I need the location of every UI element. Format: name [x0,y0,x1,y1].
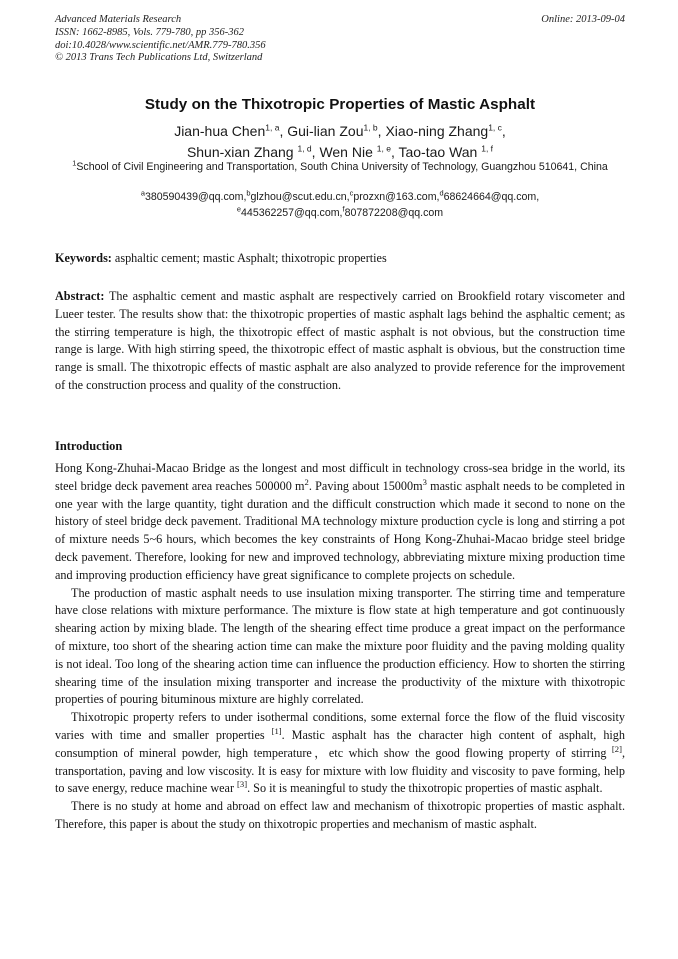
author-line-1 [55,121,625,142]
author-name: Shun-xian Zhang [186,144,294,160]
email-marker: f [342,204,345,214]
journal-name: Advanced Materials Research [55,14,182,25]
page-title [55,95,625,114]
copyright-line: © 2013 Trans Tech Publications Ltd, Switzerland [55,52,263,64]
issn-line: ISSN: 1662-8985, Vols. 779-780, pp 356-362 [55,26,244,38]
email-address[interactable]: prozxn@163.com, [353,191,440,203]
paragraph-text: . So it is meaningful to study the thixotropic properties of mastic asphalt. [247,781,603,796]
abstract-label: Abstract: [55,289,105,303]
affiliation-marker: 1 [72,158,77,168]
paragraph: There is no study at home and abroad on effect law and mechanism of thixotropic properties of mastic asphalt. Therefore, this paper is about the study on thixotropic properties and mechanism of mastic asphalt. [55,799,625,831]
author-affil-marker: 1, b [363,122,378,133]
title-text-bold: Mastic Asphalt [427,96,536,113]
email-address[interactable]: 807872208@qq.com [344,207,444,219]
email-address[interactable]: glzhou@scut.edu.cn, [250,191,350,203]
author-name: Xiao-ning Zhang [385,123,489,139]
online-date: Online: 2013-09-04 [541,14,625,25]
author-affil-marker: 1, a [265,122,280,133]
email-address[interactable]: 445362257@qq.com, [241,207,343,219]
keywords-block [55,250,625,268]
email-line-2 [42,205,638,221]
author-affil-marker: 1, c [488,122,502,133]
section-heading-introduction: Introduction [55,439,123,453]
email-address[interactable]: 380590439@qq.com, [144,191,247,203]
paragraph-text: mastic asphalt needs to be completed in one year with the large quantity, tight duration and the difficult construction which made it second to none on the history of steel bridge deck pavement. Traditional MA technology mixture production cycle is long and stirring a pot of mixture needs 5~6 hours, which becomes the key constraints of Hong Kong-Zhuhai-Macao bridge steel bridge deck pavement. Therefore, looking for new and improved technology, abbreviating mixture mixing production time and improving production efficiency have great significance to complete projects on schedule. [55,478,625,582]
email-marker: b [246,188,251,198]
author-name: Gui-lian Zou [287,123,364,139]
paragraph [55,460,625,585]
superscript-exponent: 3 [422,476,427,487]
paragraph: The production of mastic asphalt needs to use insulation mixing transporter. The stirring time and temperature have close relations with mixture performance. The mixture is flow state at high temperature and got continuously shearing action by mixing blade. The length of the shearing effect time produce a great impact on the performance of mixture, too short of the shearing action time can make the mixture poor fluidity and the paving molding quality is not ideal. Too long of the shearing action time can influence the production efficiency. How to shorten the stirring shearing time of the insulation mixing transporter and increase the productivity of the mixture with thixotropic properties of pouring bituminous mixture are highly correlated. [55,585,625,707]
author-name: Jian-hua Chen [174,123,266,139]
keywords-label: Keywords: [55,251,112,265]
citation-ref[interactable]: [2] [611,743,622,754]
title-text-regular: Study on the Thixotropic Properties of [144,96,428,113]
affiliation-text: School of Civil Engineering and Transportation, South China University of Technology, Guangzhou 510641, China [76,161,608,173]
author-affil-marker: 1, d [297,143,312,154]
journal-header [55,14,625,65]
email-marker: e [236,204,242,214]
paragraph-text: Thixotropic property refers to under isothermal conditions, some external force the flow of the fluid viscosity varies with time and smaller properties [55,710,625,742]
email-line-1 [42,189,638,205]
abstract-block [55,288,625,395]
author-sep: , [390,144,399,160]
keywords-text: asphaltic cement; mastic Asphalt; thixotropic properties [111,251,387,265]
author-list [55,121,625,163]
author-sep: , [311,144,320,160]
affiliation [42,160,638,176]
email-address[interactable]: 68624664@qq.com, [443,191,540,203]
author-affil-marker: 1, f [481,143,494,154]
citation-ref[interactable]: [1] [271,725,282,736]
author-sep: , [377,123,386,139]
paragraph-text: . Mastic asphalt has the character high content of asphalt, high consumption of mineral powder, high temperature，etc which show the good flowing property of stirring [55,727,625,760]
email-marker: a [140,188,145,198]
author-sep: , [501,123,506,139]
paragraph-text: . Paving about 15000m [308,478,423,493]
citation-ref[interactable]: [3] [237,779,248,790]
paragraph-text: Hong Kong-Zhuhai-Macao Bridge as the longest and most difficult in technology cross-sea bridge in the world, its steel bridge deck pavement area reaches 500000 m [55,461,625,493]
author-name: Wen Nie [319,144,373,160]
author-sep: , [279,123,288,139]
email-marker: c [349,188,354,198]
superscript-exponent: 2 [304,476,309,487]
abstract-text: The asphaltic cement and mastic asphalt are respectively carried on Brookfield rotary viscometer and Lueer tester. The results show that: the thixotropic properties of mastic asphalt lags behind the asphaltic cement; as the stirring temperature is high, the thixotropic effect of mastic asphalt is not obvious, but the construction time range is large. With high stirring speed, the thixotropic effect of mastic asphalt is obvious, but the construction time range is small. The thixotropic effects of mastic asphalt are also analyzed to provide reference for the improvement of the construction process and quality of the construction. [55,289,625,392]
paragraph [55,709,625,798]
author-affil-marker: 1, e [376,143,391,154]
introduction-body [55,460,625,834]
paragraph-text: , transportation, paving and low viscosity. It is easy for mixture with low fluidity and viscosity to pave forming, help to save energy, reduce machine wear [55,745,625,796]
author-name: Tao-tao Wan [398,144,478,160]
email-marker: d [439,188,444,198]
doi-line: doi:10.4028/www.scientific.net/AMR.779-780.356 [55,39,266,51]
author-emails [42,189,638,221]
